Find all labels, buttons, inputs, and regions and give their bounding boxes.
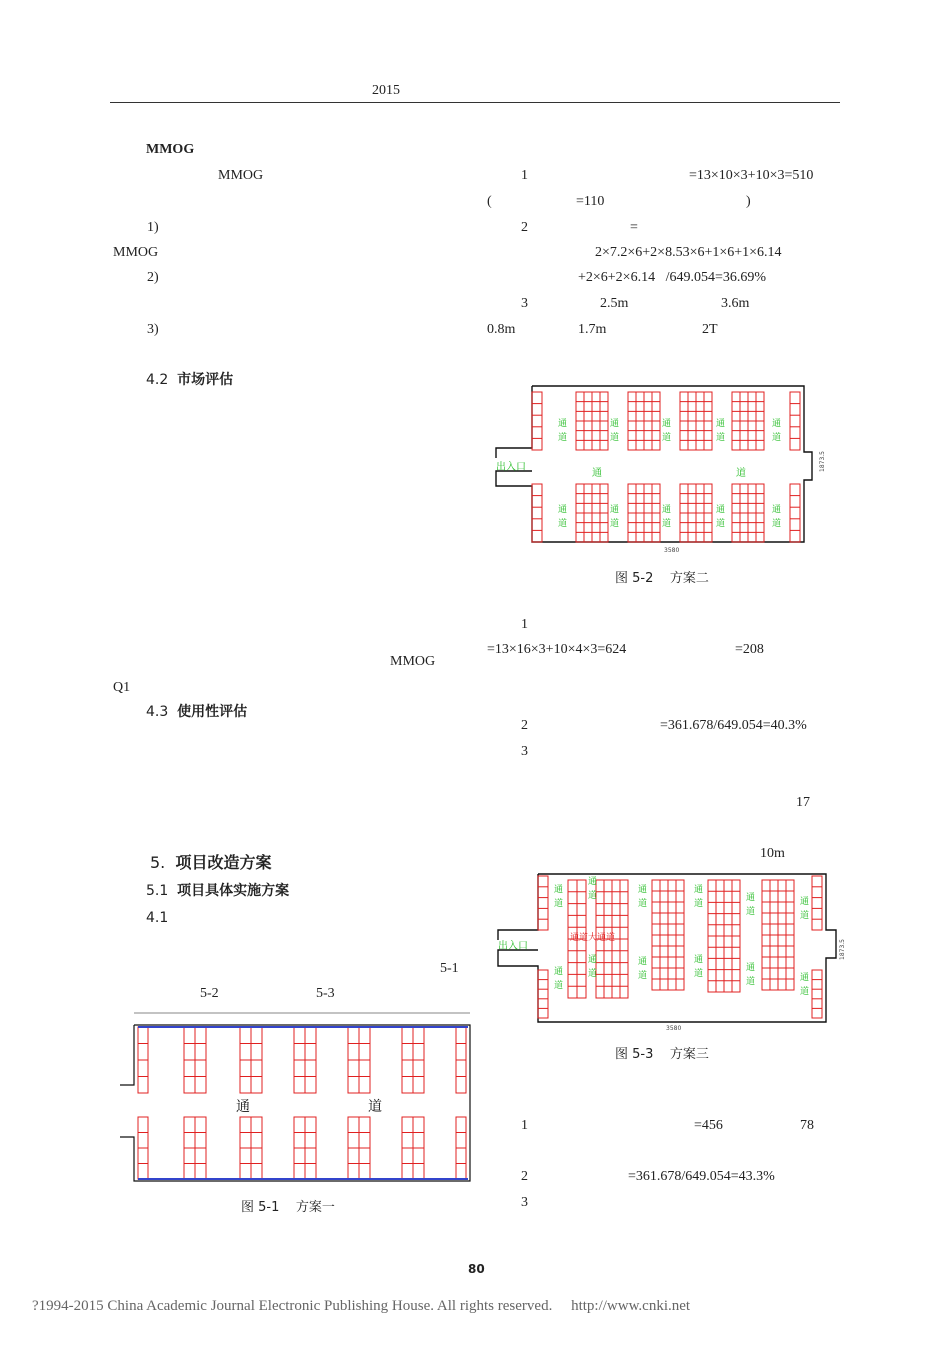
fig3-aisle-label-7: 通 xyxy=(588,955,598,965)
figure-5-1-aisle-left: 通 xyxy=(236,1099,250,1115)
fig1-rack-bottom-2 xyxy=(240,1117,262,1179)
footer xyxy=(32,1298,690,1315)
figure-5-2-aisle-a: 通 xyxy=(592,468,602,479)
item-2: 2) xyxy=(147,270,159,285)
fig3-aisle-label-2: 通 xyxy=(638,885,648,895)
ref-5-2: 5-2 xyxy=(200,986,219,1001)
figure-5-3-caption: 图 5-3 方案三 xyxy=(615,1047,709,1062)
fig2-rack-bottom-right xyxy=(790,484,800,542)
footer-copyright: ?1994-2015 China Academic Journal Electronic Publishing House. All rights reserved. xyxy=(32,1298,553,1314)
fig3-aisle-label-b-7: 道 xyxy=(588,969,598,979)
page-number: 80 xyxy=(468,1262,485,1276)
section-4-3 xyxy=(146,704,247,720)
s2-num-1: 1 xyxy=(521,617,528,632)
figure-5-2-caption: 图 5-2 方案二 xyxy=(615,571,709,586)
fig3-aisle-label-4: 通 xyxy=(746,893,756,903)
fig2-aisle-label-b-5: 道 xyxy=(558,519,568,529)
r6-a: 2.5m xyxy=(600,296,629,311)
section-5-1 xyxy=(146,883,289,899)
fig2-rack-top-3 xyxy=(732,392,764,450)
fig1-rack-bottom-0 xyxy=(138,1117,148,1179)
fig2-aisle-label-b-7: 道 xyxy=(662,519,672,529)
fig2-aisle-label-0: 通 xyxy=(558,419,568,429)
mmog-heading: MMOG xyxy=(146,142,195,157)
figure-5-3-shelves xyxy=(538,876,822,1018)
fig2-aisle-label-b-6: 道 xyxy=(610,519,620,529)
section-4-2 xyxy=(146,372,233,388)
mmog-line-2: MMOG xyxy=(113,245,159,260)
fig2-aisle-label-1: 通 xyxy=(610,419,620,429)
mmog-line: MMOG xyxy=(218,168,264,183)
r6-num: 3 xyxy=(521,296,528,311)
fig2-aisle-label-b-2: 道 xyxy=(662,433,672,443)
figure-5-3-dim-bottom: 3580 xyxy=(666,1025,682,1030)
q1-label: Q1 xyxy=(113,680,131,695)
section-5-1-number: 5.1 xyxy=(146,883,169,899)
fig2-rack-top-0 xyxy=(576,392,608,450)
header-rule xyxy=(110,102,840,103)
figure-5-1-aisle-right: 道 xyxy=(368,1099,382,1115)
ref-5-1: 5-1 xyxy=(440,961,459,976)
figure-5-3-exit: 出入口 xyxy=(498,941,528,952)
s3-num-1: 1 xyxy=(521,1118,528,1133)
section-4-3-number: 4.3 xyxy=(146,704,169,720)
item-1: 1) xyxy=(147,220,159,235)
fig1-rack-top-2 xyxy=(240,1027,262,1093)
fig3-aisle-label-b-9: 道 xyxy=(694,969,704,979)
fig2-aisle-label-4: 通 xyxy=(772,419,782,429)
section-4-3-title: 使用性评估 xyxy=(177,704,248,720)
fig2-aisle-label-3: 通 xyxy=(716,419,726,429)
fig2-aisle-label-9: 通 xyxy=(772,505,782,515)
header-year: 2015 xyxy=(372,83,400,98)
figure-5-2 xyxy=(494,376,830,554)
s2-val: =208 xyxy=(735,642,764,657)
section-5 xyxy=(150,855,271,871)
fig2-aisle-label-2: 通 xyxy=(662,419,672,429)
fig2-rack-bottom-edge xyxy=(532,484,542,542)
fig2-rack-bottom-0 xyxy=(576,484,608,542)
r3-eq: = xyxy=(630,220,638,235)
r3-num: 2 xyxy=(521,220,528,235)
fig3-rack-left-bottom xyxy=(538,970,548,1018)
fig3-aisle-label-9: 通 xyxy=(694,955,704,965)
fig3-aisle-label-8: 通 xyxy=(638,957,648,967)
r7-a: 0.8m xyxy=(487,322,516,337)
fig2-aisle-label-6: 通 xyxy=(610,505,620,515)
fig1-rack-bottom-4 xyxy=(348,1117,370,1179)
s2-17: 17 xyxy=(796,795,810,810)
s2-10m: 10m xyxy=(760,846,785,861)
fig1-rack-top-6 xyxy=(456,1027,466,1093)
r1-num: 1 xyxy=(521,168,528,183)
figure-5-3-dim-right: 1873.5 xyxy=(839,939,846,960)
figure-5-2-aisle-b: 道 xyxy=(736,468,746,479)
figure-5-1-plan xyxy=(112,1005,474,1185)
s3-val: =456 xyxy=(694,1118,723,1133)
fig3-aisle-label-b-10: 道 xyxy=(746,977,756,987)
figure-5-2-exit: 出入口 xyxy=(496,462,526,473)
fig3-aisle-label-b-8: 道 xyxy=(638,971,648,981)
fig2-aisle-label-b-0: 道 xyxy=(558,433,568,443)
fig1-rack-top-0 xyxy=(138,1027,148,1093)
fig1-rack-bottom-1 xyxy=(184,1117,206,1179)
figure-5-2-plan xyxy=(494,376,830,554)
figure-5-2-dim-bottom: 3580 xyxy=(664,547,680,554)
s2-ratio: =361.678/649.054=40.3% xyxy=(660,718,807,733)
figure-5-1-walls xyxy=(120,1013,470,1181)
fig3-rack-right-bottom xyxy=(812,970,822,1018)
fig2-rack-top-edge xyxy=(532,392,542,450)
fig1-rack-top-5 xyxy=(402,1027,424,1093)
fig3-aisle-label-5: 通 xyxy=(800,897,810,907)
figure-5-2-walls xyxy=(496,386,812,542)
figure-5-3 xyxy=(496,870,846,1030)
fig1-rack-top-4 xyxy=(348,1027,370,1093)
fig3-rack-2 xyxy=(652,880,684,990)
mmog-market: MMOG xyxy=(390,654,436,669)
s2-formula: =13×16×3+10×4×3=624 xyxy=(487,642,627,657)
fig3-aisle-label-b-1: 道 xyxy=(588,891,598,901)
fig2-aisle-label-b-4: 道 xyxy=(772,433,782,443)
fig3-aisle-label-b-4: 道 xyxy=(746,907,756,917)
fig3-aisle-label-b-11: 道 xyxy=(800,987,810,997)
fig2-rack-top-2 xyxy=(680,392,712,450)
fig3-rack-left-top xyxy=(538,876,548,930)
r4-formula: 2×7.2×6+2×8.53×6+1×6+1×6.14 xyxy=(595,245,782,260)
s3-num-3: 3 xyxy=(521,1195,528,1210)
s3-ratio: =361.678/649.054=43.3% xyxy=(628,1169,775,1184)
fig3-rack-right-top xyxy=(812,876,822,930)
fig1-rack-top-3 xyxy=(294,1027,316,1093)
figure-5-3-plan xyxy=(496,870,846,1030)
s2-num-2: 2 xyxy=(521,718,528,733)
fig2-aisle-label-7: 通 xyxy=(662,505,672,515)
fig2-aisle-label-8: 通 xyxy=(716,505,726,515)
r2-paren-close: ) xyxy=(746,194,751,209)
fig3-aisle-label-b-6: 道 xyxy=(554,981,564,991)
fig2-aisle-label-b-1: 道 xyxy=(610,433,620,443)
fig3-aisle-label-b-3: 道 xyxy=(694,899,704,909)
fig2-aisle-label-b-9: 道 xyxy=(772,519,782,529)
fig2-rack-bottom-2 xyxy=(680,484,712,542)
section-5-title: 项目改造方案 xyxy=(175,853,272,872)
r5-formula: +2×6+2×6.14 /649.054=36.69% xyxy=(578,270,767,285)
fig2-rack-bottom-3 xyxy=(732,484,764,542)
fig3-aisle-label-3: 通 xyxy=(694,885,704,895)
r7-b: 1.7m xyxy=(578,322,607,337)
section-4-1: 4.1 xyxy=(146,910,169,926)
r6-b: 3.6m xyxy=(721,296,750,311)
fig3-aisle-label-b-0: 道 xyxy=(554,899,564,909)
r2-val: =110 xyxy=(576,194,605,209)
fig3-aisle-label-6: 通 xyxy=(554,967,564,977)
item-3: 3) xyxy=(147,322,159,337)
fig2-aisle-label-b-3: 道 xyxy=(716,433,726,443)
ref-5-3: 5-3 xyxy=(316,986,335,1001)
fig1-rack-bottom-5 xyxy=(402,1117,424,1179)
section-5-1-title: 项目具体实施方案 xyxy=(177,883,290,899)
r7-c: 2T xyxy=(702,322,718,337)
r1-formula: =13×10×3+10×3=510 xyxy=(689,168,814,183)
fig1-rack-bottom-6 xyxy=(456,1117,466,1179)
s3-num-2: 2 xyxy=(521,1169,528,1184)
fig3-rack-4 xyxy=(762,880,794,990)
fig3-aisle-label-b-5: 道 xyxy=(800,911,810,921)
figure-5-3-center: 通道大通道 xyxy=(570,933,616,943)
section-5-number: 5. xyxy=(150,853,166,872)
fig2-aisle-label-b-8: 道 xyxy=(716,519,726,529)
fig3-aisle-label-10: 通 xyxy=(746,963,756,973)
fig3-aisle-label-0: 通 xyxy=(554,885,564,895)
fig3-aisle-label-1: 通 xyxy=(588,877,598,887)
figure-5-1-shelves xyxy=(138,1027,468,1179)
fig2-rack-top-1 xyxy=(628,392,660,450)
fig2-aisle-label-5: 通 xyxy=(558,505,568,515)
r2-paren-open: ( xyxy=(487,194,492,209)
footer-url: http://www.cnki.net xyxy=(571,1298,691,1314)
fig3-aisle-label-b-2: 道 xyxy=(638,899,648,909)
section-4-2-number: 4.2 xyxy=(146,372,169,388)
section-4-2-title: 市场评估 xyxy=(177,372,234,388)
figure-5-3-walls xyxy=(498,874,836,1022)
s2-num-3: 3 xyxy=(521,744,528,759)
fig2-rack-bottom-1 xyxy=(628,484,660,542)
figure-5-1-caption: 图 5-1 方案一 xyxy=(241,1200,335,1215)
figure-5-1 xyxy=(112,1005,474,1185)
figure-5-2-dim-right: 1873.5 xyxy=(819,451,826,472)
fig1-rack-bottom-3 xyxy=(294,1117,316,1179)
fig3-aisle-label-11: 通 xyxy=(800,973,810,983)
fig2-rack-top-right xyxy=(790,392,800,450)
fig3-rack-3 xyxy=(708,880,740,992)
s3-78: 78 xyxy=(800,1118,814,1133)
fig1-rack-top-1 xyxy=(184,1027,206,1093)
